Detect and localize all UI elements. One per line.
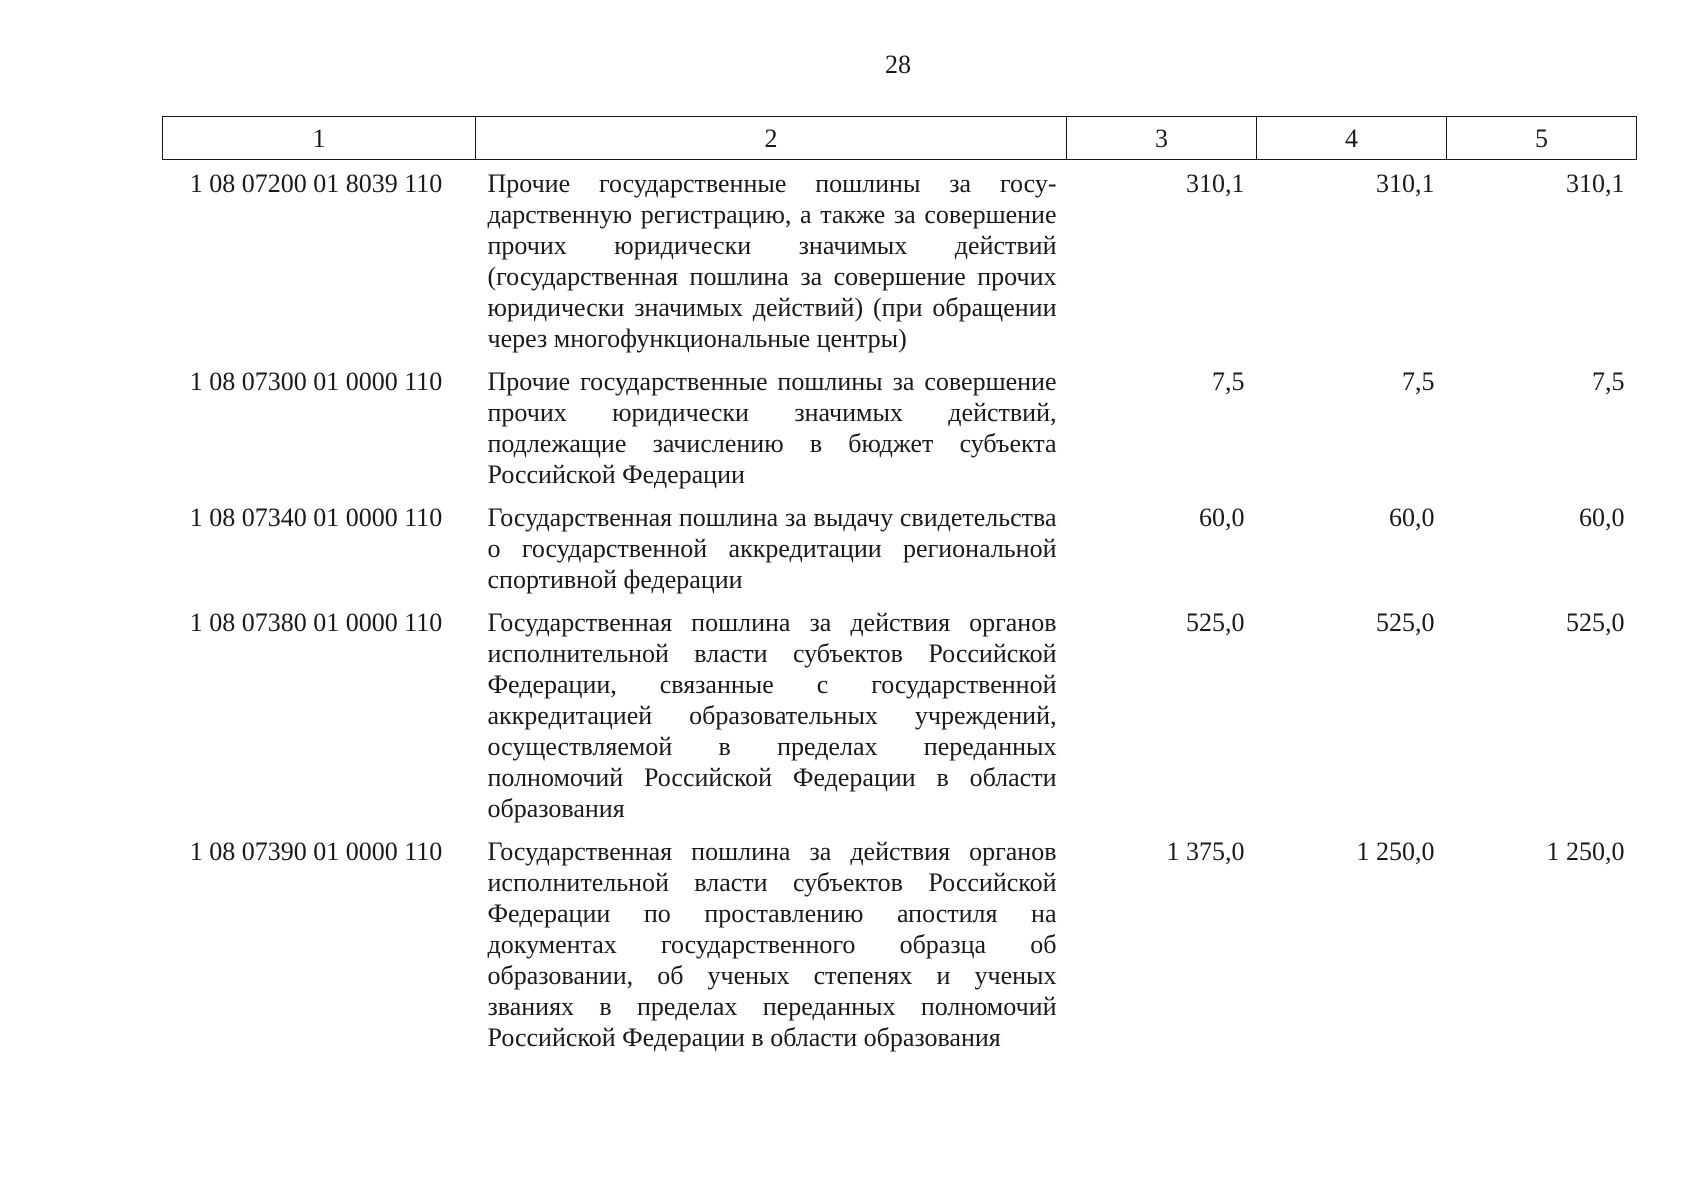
value-column-4: 60,0 [1389,503,1435,532]
value-column-5: 1 250,0 [1546,837,1625,866]
revenue-description: Государственная пошлина за действия органов исполнительной власти субъектов Российской Федерации по проставлению апостиля на документах государственного образца об образовании, об ученых степенях и ученых званиях в пределах переданных полномочий Российской Федерации в области образования [487,837,1057,1052]
value-column-4: 7,5 [1402,367,1435,396]
value-column-3: 1 375,0 [1166,837,1245,866]
budget-revenue-table [162,116,1637,1065]
table-row [163,607,1637,836]
column-header-3: 3 [1067,117,1257,160]
value-column-4: 1 250,0 [1356,837,1435,866]
value-column-3: 310,1 [1186,169,1245,198]
table-row [163,366,1637,502]
column-header-1: 1 [163,117,476,160]
table-row [163,502,1637,607]
value-column-5: 310,1 [1566,169,1625,198]
value-column-5: 525,0 [1566,608,1625,637]
revenue-description: Государственная пошлина за действия органов исполнительной власти субъектов Российской Федерации, связанные с государственной аккредитацией образовательных учреждений, осуществляемой в пределах переданных полномочий Российской Федерации в области образования [487,608,1057,823]
value-column-4: 525,0 [1376,608,1435,637]
table-row [163,836,1637,1065]
page-number: 28 [885,50,911,79]
table-header-row [163,117,1637,160]
value-column-4: 310,1 [1376,169,1435,198]
value-column-5: 7,5 [1592,367,1625,396]
budget-code: 1 08 07390 01 0000 110 [189,837,443,866]
revenue-description: Прочие государственные пошлины за государственную регистрацию, а также за совершение прочих юридически значимых действий (государственная пошлина за совершение прочих юридически значимых действий) (при обращении через многофункциональные центры) [487,169,1057,353]
table-row [163,160,1637,367]
revenue-description: Прочие государственные пошлины за совершение прочих юридически значимых действий, подлежащие зачислению в бюджет субъекта Российской Федерации [487,367,1057,489]
value-column-3: 60,0 [1199,503,1245,532]
budget-code: 1 08 07380 01 0000 110 [189,608,443,637]
value-column-5: 60,0 [1579,503,1625,532]
budget-code: 1 08 07340 01 0000 110 [189,503,443,532]
column-header-2: 2 [476,117,1067,160]
column-header-4: 4 [1257,117,1447,160]
value-column-3: 525,0 [1186,608,1245,637]
revenue-description: Государственная пошлина за выдачу свидетельства о государственной аккредитации региональной спортивной федерации [487,503,1057,594]
value-column-3: 7,5 [1212,367,1245,396]
budget-code: 1 08 07300 01 0000 110 [189,367,443,396]
column-header-5: 5 [1447,117,1637,160]
budget-code: 1 08 07200 01 8039 110 [189,169,443,198]
